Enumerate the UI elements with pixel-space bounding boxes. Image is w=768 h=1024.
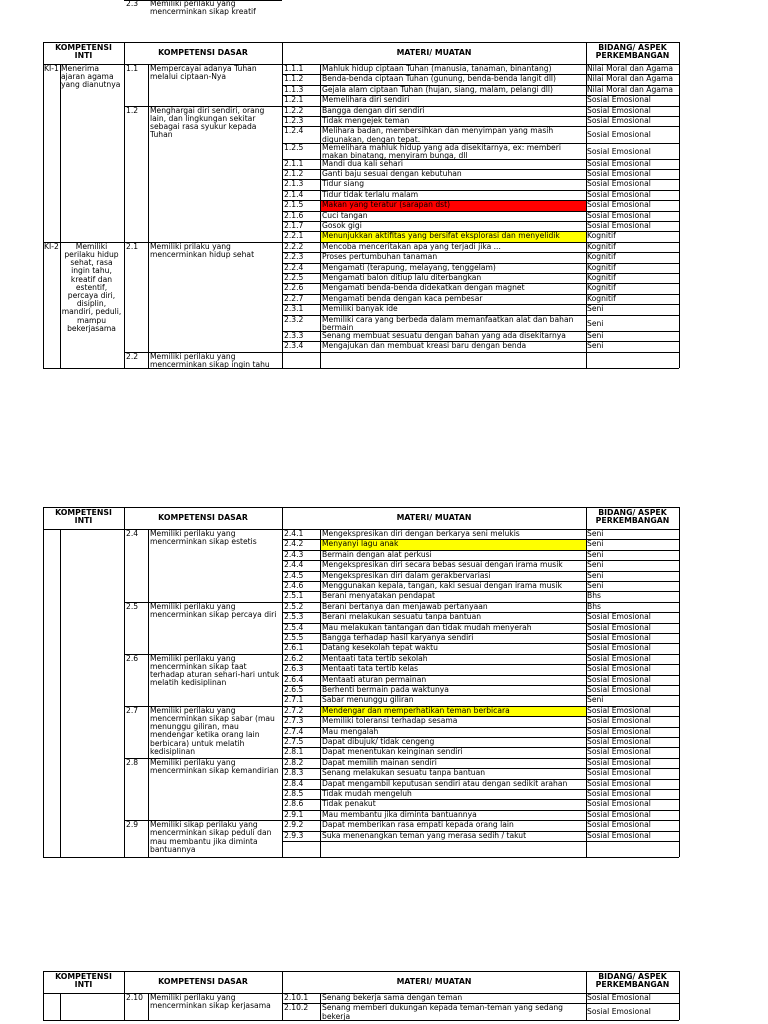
kd-code: 2.2: [126, 351, 139, 361]
col-line: [282, 971, 283, 1020]
materi-code: 1.2.1: [284, 95, 304, 105]
materi-text: Mengamati balon ditiup lalu diterbangkan: [322, 273, 482, 283]
aspect-text: Seni: [587, 696, 604, 705]
col-line: [679, 971, 680, 1020]
materi-text: Mengamati benda-benda didekatkan dengan magnet: [322, 283, 525, 293]
table-border-top: [43, 971, 679, 972]
materi-code: 2.5.1: [284, 591, 304, 601]
kd-code: 2.1: [126, 241, 139, 251]
aspect-text: Sosial Emosional: [587, 758, 651, 767]
aspect-text: Nilai Moral dan Agama: [587, 65, 673, 73]
materi-code: 2.10.2: [284, 1003, 309, 1013]
aspect-text: Seni: [587, 561, 604, 570]
aspect-text: Sosial Emosional: [587, 727, 651, 736]
col-line: [148, 529, 149, 857]
col-line: [148, 64, 149, 368]
materi-code: 2.6.4: [284, 674, 304, 684]
col-line: [43, 971, 44, 1020]
aspect-text: Kognitif: [587, 284, 616, 293]
materi-code: 2.4.5: [284, 570, 304, 580]
aspect-text: Kognitif: [587, 242, 616, 251]
materi-text: Berhenti bermain pada waktunya: [322, 685, 449, 694]
header-materi-muatan: MATERI/ MUATAN: [396, 977, 472, 986]
materi-text: Mengamati benda dengan kaca pembesar: [322, 293, 483, 303]
aspect-text: Sosial Emosional: [587, 170, 651, 179]
aspect-text: Sosial Emosional: [587, 790, 651, 798]
aspect-text: Sosial Emosional: [587, 810, 651, 819]
materi-text: Dapat memilih mainan sendiri: [322, 757, 437, 767]
materi-text: Tidak mudah mengeluh: [322, 789, 412, 798]
row-line: [282, 352, 679, 353]
header-kompetensi-dasar: KOMPETENSI DASAR: [158, 48, 248, 57]
materi-code: 2.7.4: [284, 726, 304, 736]
materi-text: Memiliki toleransi terhadap sesama: [322, 716, 458, 726]
aspect-text: Sosial Emosional: [587, 675, 651, 684]
materi-code: 2.6.3: [284, 664, 304, 674]
col-line: [124, 507, 125, 857]
aspect-text: Sosial Emosional: [587, 706, 651, 715]
materi-text: Menyanyi lagu anak: [322, 539, 399, 549]
col-line: [124, 971, 125, 1020]
materi-code: 2.5.5: [284, 633, 304, 642]
materi-code: 2.9.3: [284, 830, 304, 840]
materi-text: Sabar menunggu giliran: [322, 695, 414, 705]
materi-text: Mencoba menceritakan apa yang terjadi jika ...: [322, 241, 501, 251]
materi-code: 2.2.7: [284, 293, 304, 303]
materi-code: 1.2.4: [284, 126, 304, 136]
kd-description: Mempercayai adanya Tuhan melalui ciptaan-Nya: [150, 64, 257, 82]
materi-code: 2.1.7: [284, 221, 304, 231]
aspect-text: Sosial Emosional: [587, 131, 651, 140]
materi-code: 2.9.1: [284, 809, 304, 819]
materi-text: Datang kesekolah tepat waktu: [322, 643, 438, 653]
materi-code: 2.8.4: [284, 778, 304, 788]
aspect-text: Seni: [587, 319, 604, 328]
aspect-text: Seni: [587, 582, 604, 590]
materi-code: 2.4.1: [284, 529, 304, 538]
aspect-text: Sosial Emosional: [587, 748, 651, 757]
aspect-text: Sosial Emosional: [587, 779, 651, 788]
aspect-text: Bhs: [587, 602, 601, 611]
materi-text: Memelihara diri sendiri: [322, 95, 410, 105]
kd-code: 2.10: [126, 993, 143, 1002]
materi-code: 2.8.2: [284, 757, 304, 767]
aspect-text: Seni: [587, 540, 604, 549]
materi-text: Bermain dengan alat perkusi: [322, 549, 432, 559]
materi-text: Mandi dua kali sehari: [322, 158, 403, 168]
aspect-text: Seni: [587, 571, 604, 580]
aspect-text: Seni: [587, 550, 604, 559]
aspect-text: Sosial Emosional: [587, 106, 651, 115]
materi-code: 2.7.3: [284, 716, 304, 726]
materi-code: 2.1.1: [284, 158, 304, 168]
materi-code: 2.6.2: [284, 653, 304, 663]
materi-text: Tidak penakut: [322, 799, 376, 809]
materi-code: 1.2.3: [284, 116, 304, 125]
materi-code: 2.2.3: [284, 252, 304, 262]
materi-code: 2.5.3: [284, 612, 304, 622]
row-line: [282, 841, 679, 842]
materi-text: Mengekspresikan diri secara bebas sesuai dengan irama musik: [322, 560, 563, 570]
materi-code: 1.1.1: [284, 64, 304, 73]
materi-text: Mengajukan dan membuat kreasi baru dengan benda: [322, 341, 527, 351]
aspect-text: Sosial Emosional: [587, 644, 651, 653]
materi-code: 2.7.5: [284, 737, 304, 746]
materi-code: 2.4.2: [284, 539, 304, 549]
materi-code: 1.1.3: [284, 84, 304, 94]
materi-text: Dapat dibujuk/ tidak cengeng: [322, 737, 435, 746]
materi-code: 2.6.1: [284, 643, 304, 653]
col-line: [320, 993, 321, 1020]
header-kompetensi-dasar: KOMPETENSI DASAR: [158, 977, 248, 986]
materi-code: 1.2.2: [284, 105, 304, 115]
aspect-text: Sosial Emosional: [587, 1008, 651, 1017]
materi-code: 2.9.2: [284, 820, 304, 830]
kd-description: Memiliki perilaku yang mencerminkan sikap kemandirian: [150, 757, 279, 775]
materi-text: Mentaati tata tertib kelas: [322, 664, 419, 674]
kd-description: Memiliki perilaku yang mencerminkan sikap ingin tahu: [150, 351, 270, 369]
aspect-text: Seni: [587, 342, 604, 351]
materi-code: 2.1.5: [284, 200, 304, 210]
materi-text: Suka menenangkan teman yang merasa sedih / takut: [322, 830, 527, 840]
materi-code: 2.2.2: [284, 241, 304, 251]
aspect-text: Sosial Emosional: [587, 190, 651, 199]
aspect-text: Sosial Emosional: [587, 211, 651, 220]
aspect-text: Sosial Emosional: [587, 769, 651, 778]
materi-code: 2.8.5: [284, 789, 304, 798]
kd-description: Memiliki perilaku yang mencerminkan sikap estetis: [150, 529, 257, 547]
materi-code: 2.1.6: [284, 210, 304, 220]
materi-text: Mahluk hidup ciptaan Tuhan (manusia, tanaman, binantang): [322, 64, 552, 73]
aspect-text: Sosial Emosional: [587, 180, 651, 189]
materi-text: Benda-benda ciptaan Tuhan (gunung, benda-benda langit dll): [322, 74, 557, 84]
materi-text: Mengekspresikan diri dengan berkarya seni melukis: [322, 529, 520, 538]
kd-description: Memiliki sikap perilaku yang mencerminkan sikap peduli dan mau membantu jika diminta bantuannya: [150, 820, 272, 854]
header-kompetensi-inti: KOMPETENSI INTI: [55, 508, 112, 526]
materi-text: Mengamati (terapung, melayang, tenggelam): [322, 262, 496, 272]
kd-code: 1.2: [126, 105, 139, 115]
table-border-bottom: [43, 857, 679, 858]
materi-code: 2.5.2: [284, 601, 304, 611]
aspect-text: Sosial Emosional: [587, 821, 651, 830]
kd-description: Memiliki perilaku yang mencerminkan sikap taat terhadap aturan sehari-hari untuk melatih kedisiplinan: [150, 653, 280, 688]
ki-description: Menerima ajaran agama yang dianutnya: [61, 64, 121, 90]
col-line: [43, 507, 44, 857]
col-line: [320, 64, 321, 368]
materi-text: Tidur siang: [322, 179, 365, 189]
kd-code: 2.4: [126, 529, 139, 538]
materi-text: Senang bekerja sama dengan teman: [322, 993, 463, 1002]
materi-code: 2.6.5: [284, 685, 304, 694]
materi-text: Menggunakan kepala, tangan, kaki sesuai dengan irama musik: [322, 581, 562, 590]
ki-description: Memiliki perilaku hidup sehat, rasa ingin tahu, kreatif dan estentif, percaya diri, disiplin, mandiri, peduli, mampu bekerjasama: [61, 241, 122, 333]
materi-code: 2.1.4: [284, 189, 304, 199]
header-bidang-aspek: BIDANG/ ASPEK PERKEMBANGAN: [595, 508, 670, 526]
kd-code: 2.6: [126, 653, 139, 663]
aspect-text: Sosial Emosional: [587, 634, 651, 642]
header-materi-muatan: MATERI/ MUATAN: [396, 48, 472, 57]
kd-code: 2.8: [126, 757, 139, 767]
aspect-text: Sosial Emosional: [587, 831, 651, 840]
kd-code: 2.7: [126, 705, 139, 715]
materi-text: Cuci tangan: [322, 210, 368, 220]
materi-code: 2.2.6: [284, 283, 304, 293]
aspect-text: Kognitif: [587, 263, 616, 272]
header-kompetensi-dasar: KOMPETENSI DASAR: [158, 513, 248, 522]
materi-text: Gejala alam ciptaan Tuhan (hujan, siang, malam, pelangi dll): [322, 84, 553, 94]
materi-text: Bangga terhadap hasil karyanya sendiri: [322, 633, 474, 642]
header-bidang-aspek: BIDANG/ ASPEK PERKEMBANGAN: [595, 43, 670, 61]
col-line: [679, 42, 680, 368]
materi-text: Senang melakukan sesuatu tanpa bantuan: [322, 768, 486, 778]
materi-code: 2.1.3: [284, 179, 304, 189]
materi-code: 2.2.1: [284, 231, 304, 241]
table-border-top: [43, 42, 679, 43]
aspect-text: Nilai Moral dan Agama: [587, 75, 673, 84]
kd-description: Memiliki prilaku yang mencerminkan hidup sehat: [150, 241, 255, 260]
aspect-text: Sosial Emosional: [587, 613, 651, 622]
aspect-text: Sosial Emosional: [587, 159, 651, 168]
materi-text: Memiliki banyak ide: [322, 304, 398, 314]
materi-text: Senang membuat sesuatu dengan bahan yang ada disekitarnya: [322, 330, 566, 340]
materi-code: 2.1.2: [284, 169, 304, 179]
materi-text: Makan yang teratur (sarapan dst): [322, 200, 451, 210]
materi-text: Dapat memberikan rasa empati kepada orang lain: [322, 820, 514, 830]
aspect-text: Kognitif: [587, 274, 616, 283]
materi-code: 2.4.3: [284, 549, 304, 559]
materi-code: 2.5.4: [284, 622, 304, 632]
materi-code: 2.8.1: [284, 747, 304, 757]
materi-code: 2.3.4: [284, 341, 304, 351]
materi-code: 2.7.2: [284, 705, 304, 715]
col-line: [148, 993, 149, 1020]
aspect-text: Nilai Moral dan Agama: [587, 85, 673, 94]
materi-text: Bangga dengan diri sendiri: [322, 105, 425, 115]
materi-text: Berani bertanya dan menjawab pertanyaan: [322, 601, 488, 611]
header-kompetensi-inti: KOMPETENSI INTI: [55, 43, 112, 61]
aspect-text: Sosial Emosional: [587, 654, 651, 663]
materi-code: 2.4.6: [284, 581, 304, 590]
col-line: [43, 42, 44, 368]
materi-code: 2.3.1: [284, 304, 304, 314]
materi-code: 2.4.4: [284, 560, 304, 570]
materi-code: 2.7.1: [284, 695, 304, 705]
kd-code: 2.3: [126, 0, 139, 8]
kd-code: 2.9: [126, 820, 139, 830]
aspect-text: Sosial Emosional: [587, 717, 651, 726]
materi-text: Mentaati tata tertib sekolah: [322, 653, 428, 663]
materi-text: Mau mengalah: [322, 726, 379, 736]
col-line: [679, 507, 680, 857]
materi-text: Senang memberi dukungan kepada teman-teman yang sedang bekerja: [322, 1003, 564, 1021]
col-line: [320, 529, 321, 857]
col-line: [60, 993, 61, 1020]
materi-text: Mau melakukan tantangan dan tidak mudah menyerah: [322, 622, 532, 632]
materi-code: 2.3.2: [284, 314, 304, 324]
aspect-text: Sosial Emosional: [587, 201, 651, 210]
materi-text: Memiliki cara yang berbeda dalam memanfaatkan alat dan bahan bermain: [322, 314, 574, 332]
col-line: [124, 42, 125, 368]
aspect-text: Kognitif: [587, 294, 616, 303]
kd-code: 1.1: [126, 64, 139, 73]
materi-text: Gosok gigi: [322, 221, 362, 231]
kd-description: Memiliki perilaku yang mencerminkan sikap kreatif: [150, 0, 256, 17]
ki-code: KI-1: [44, 64, 59, 73]
materi-text: Mendengar dan memperhatikan teman berbicara: [322, 705, 510, 715]
kd-description: Memiliki perilaku yang mencerminkan sikap percaya diri: [150, 601, 277, 619]
aspect-text: Sosial Emosional: [587, 147, 651, 156]
aspect-text: Kognitif: [587, 232, 616, 241]
materi-code: 2.3.3: [284, 330, 304, 340]
materi-text: Mau membantu jika diminta bantuannya: [322, 809, 477, 819]
materi-code: 2.2.4: [284, 262, 304, 272]
aspect-text: Sosial Emosional: [587, 117, 651, 125]
aspect-text: Kognitif: [587, 253, 616, 262]
materi-text: Menunjukkan aktifitas yang bersifat eksplorasi dan menyelidik: [322, 231, 560, 241]
materi-text: Dapat menentukan keinginan sendiri: [322, 747, 463, 757]
kd-description: Memiliki perilaku yang mencerminkan sikap kerjasama: [150, 993, 271, 1011]
materi-code: 2.10.1: [284, 993, 309, 1002]
aspect-text: Sosial Emosional: [587, 994, 651, 1002]
materi-code: 2.8.6: [284, 799, 304, 809]
materi-text: Ganti baju sesuai dengan kebutuhan: [322, 169, 462, 179]
header-materi-muatan: MATERI/ MUATAN: [396, 513, 472, 522]
materi-text: Berani melakukan sesuatu tanpa bantuan: [322, 612, 482, 622]
aspect-text: Seni: [587, 530, 604, 538]
materi-text: Tidur tidak terlalu malam: [322, 189, 419, 199]
header-bidang-aspek: BIDANG/ ASPEK PERKEMBANGAN: [595, 972, 670, 990]
materi-text: Berani menyatakan pendapat: [322, 591, 436, 601]
materi-code: 2.2.5: [284, 273, 304, 283]
materi-text: Mentaati aturan permainan: [322, 674, 427, 684]
col-line: [60, 529, 61, 857]
table-border-top: [43, 507, 679, 508]
ki-code: KI-2: [44, 241, 59, 251]
materi-text: Mengekspresikan diri dalam gerakbervariasi: [322, 570, 491, 580]
table-border-bottom: [43, 368, 679, 369]
aspect-text: Sosial Emosional: [587, 96, 651, 105]
materi-text: Dapat mengambil keputusan sendiri atau dengan sedikit arahan: [322, 778, 568, 788]
materi-text: Proses pertumbuhan tanaman: [322, 252, 438, 262]
materi-code: 2.8.3: [284, 768, 304, 778]
materi-text: Memelihara mahluk hidup yang ada disekitarnya, ex: memberi makan binatang, menyiram bunga, dll: [322, 142, 561, 160]
materi-text: Tidak mengejek teman: [322, 116, 410, 125]
aspect-text: Sosial Emosional: [587, 800, 651, 809]
kd-description: Menghargai diri sendiri, orang lain, dan lingkungan sekitar sebagai rasa syukur kepada Tuhan: [150, 105, 265, 140]
kd-code: 2.5: [126, 601, 139, 611]
aspect-text: Sosial Emosional: [587, 738, 651, 746]
aspect-text: Sosial Emosional: [587, 623, 651, 632]
materi-text: Melihara badan, membersihkan dan menyimpan yang masih digunakan, dengan tepat.: [322, 126, 554, 144]
aspect-text: Sosial Emosional: [587, 686, 651, 694]
aspect-text: Seni: [587, 305, 604, 314]
materi-code: 1.1.2: [284, 74, 304, 84]
header-kompetensi-inti: KOMPETENSI INTI: [55, 972, 112, 990]
col-line: [282, 42, 283, 368]
materi-code: 1.2.5: [284, 142, 304, 152]
aspect-text: Bhs: [587, 592, 601, 601]
aspect-text: Seni: [587, 331, 604, 340]
kd-description: Memiliki perilaku yang mencerminkan sikap sabar (mau menunggu giliran, mau mendengar ketika orang lain berbicara) untuk melatih kedisiplinan: [150, 705, 275, 756]
aspect-text: Sosial Emosional: [587, 222, 651, 231]
aspect-text: Sosial Emosional: [587, 665, 651, 674]
